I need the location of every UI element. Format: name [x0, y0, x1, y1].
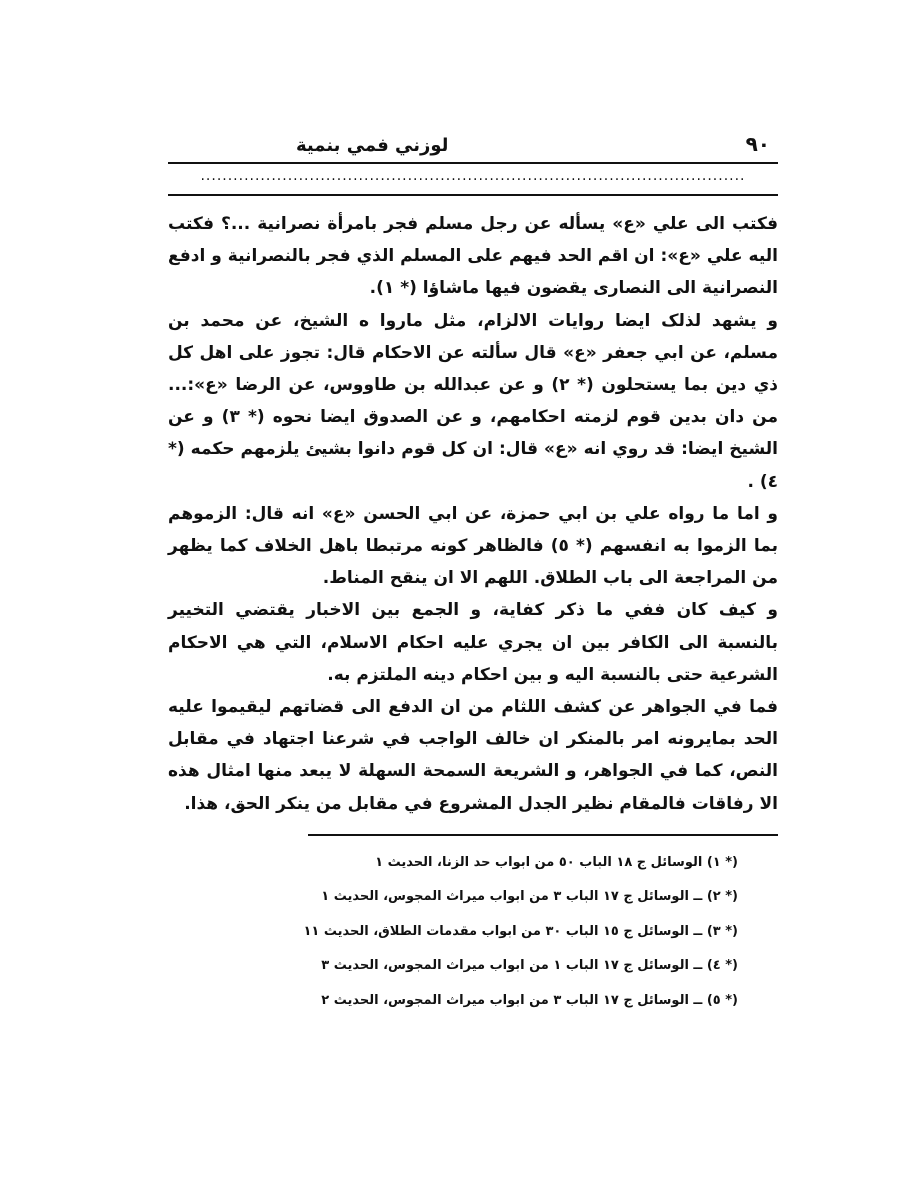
paragraph: فما في الجواهر عن كشف اللثام من ان الدفع الى قضاتهم ليقيموا عليه الحد بمايرونه امر بالمنكر ان خالف الواجب في شرعنا اجتهاد في مقابل النص، كما في الجواهر، و الشريعة السمحة السهلة لا يبعد منها امثال هذه الا رفاقات فالمقام نظير الجدل المشروع في مقابل من ينكر الحق، هذا.: [168, 697, 778, 814]
page-number: ٩٠: [745, 132, 770, 156]
footnote-rule: [308, 834, 778, 836]
footnote: (* ٢) ــ الوسائل ج ١٧ الباب ٣ من ابواب ميراث المجوس، الحديث ١: [321, 889, 738, 905]
paragraph: و يشهد لذلک ايضا روايات الالزام، مثل ماروا ه الشيخ، عن محمد بن مسلم، عن ابي جعفر «ع» قال سألته عن الاحكام قال: تجوز على اهل كل ذي دين بما يستحلون (* ٢) و عن عبدالله بن طاووس، عن الرضا «ع»:... من دان بدين قوم لزمته احكامهم، و عن الصدوق ايضا نحوه (* ٣) و عن الشيخ ايضا: قد روي انه «ع» قال: ان كل قوم دانوا بشيئ يلزمهم حكمه (* ٤) .: [168, 310, 778, 492]
footnote: (* ١) الوسائل ج ١٨ الباب ٥٠ من ابواب حد الزنا، الحديث ١: [375, 854, 738, 870]
page-header: [168, 120, 778, 156]
footnote: (* ٤) ــ الوسائل ج ١٧ الباب ١ من ابواب ميراث المجوس، الحديث ٣: [321, 958, 738, 974]
paragraph: و اما ما رواه علي بن ابي حمزة، عن ابي الحسن «ع» انه قال: الزموهم بما الزموا به انفسهم (* ٥) فالظاهر كونه مرتبطا باهل الخلاف كما يظهر من المراجعة الى باب الطلاق. اللهم الا ان ينقح المناط.: [168, 503, 779, 589]
body-top-rule: [168, 194, 778, 196]
paragraph: و كيف كان ففي ما ذكر كفاية، و الجمع بين الاخبار يقتضي التخيير بالنسبة الى الكافر بين ان يجري عليه احكام الاسلام، التي هي الاحكام الشرعية حتى بالنسبة اليه و بين احكام دينه الملتزم به.: [168, 600, 778, 685]
running-title: لوزني فمي بنمية: [296, 135, 449, 156]
book-page: [168, 120, 778, 1018]
footnote: (* ٣) ــ الوسائل ج ١٥ الباب ٣٠ من ابواب مقدمات الطلاق، الحديث ١١: [303, 923, 738, 939]
footnote: (* ٥) ــ الوسائل ج ١٧ الباب ٣ من ابواب ميراث المجوس، الحديث ٢: [321, 992, 738, 1008]
footnotes: [168, 846, 778, 1019]
paragraph: فكتب الى علي «ع» يسأله عن رجل مسلم فجر بامرأة نصرانية ...؟ فكتب اليه علي «ع»: ان اقم الحد فيهم على المسلم الذي فجر بالنصرانية و ادفع النصرانية الى النصارى يقضون فيها ماشاؤا (* ١).: [168, 214, 778, 299]
body-text: [168, 208, 778, 820]
dotted-separator: ....................................................................................................: [200, 168, 746, 184]
